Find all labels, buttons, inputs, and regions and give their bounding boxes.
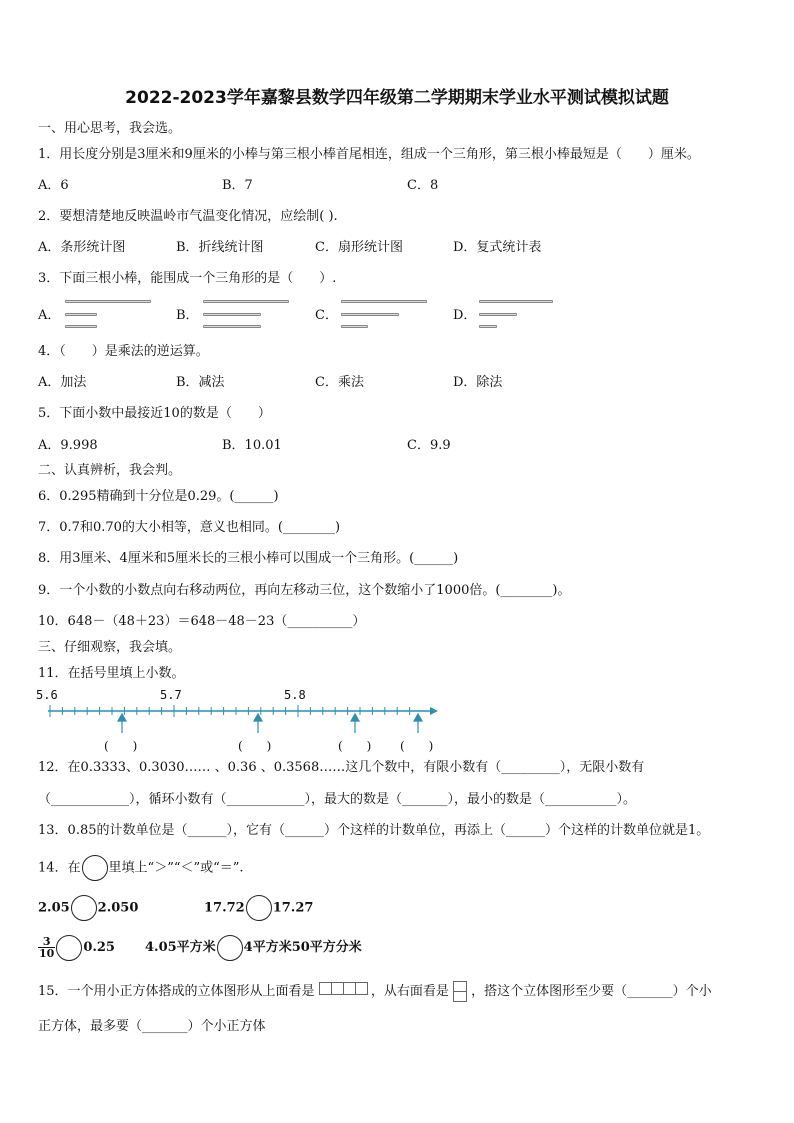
q5-option-c[interactable]: C．9.9	[407, 438, 451, 453]
q14-a-right: 2.050	[97, 900, 139, 916]
q15-part-3: ，搭这个立体图形至少要（_______）个小	[471, 984, 712, 999]
q14-a-left: 2.05	[38, 900, 70, 916]
page-title: 2022-2023学年嘉黎县数学四年级第二学期期末学业水平测试模拟试题	[125, 88, 669, 108]
number-line-blank-3[interactable]: ( )	[338, 739, 372, 753]
q3-d-stick-short	[479, 325, 497, 328]
number-line-blank-1[interactable]: ( )	[104, 739, 138, 753]
question-6: 6．0.295精确到十分位是0.29。(______)	[38, 489, 279, 504]
number-line-label-5-7: 5.7	[160, 688, 182, 702]
q3-b-stick-short	[203, 325, 261, 328]
question-12-line-1: 12．在0.3333、0.3030…… 、0.36 、0.3568……这几个数中，有限小数有（_________），无限小数有	[38, 760, 645, 775]
number-line-label-5-6: 5.6	[36, 688, 58, 702]
q14-d-left: 4.05平方米	[145, 940, 216, 955]
q3-b-stick-mid	[203, 313, 261, 316]
q2-option-d[interactable]: D．复式统计表	[453, 240, 542, 255]
question-1: 1．用长度分别是3厘米和9厘米的小棒与第三根小棒首尾相连，组成一个三角形，第三根小棒最短是（ ）厘米。	[38, 147, 700, 162]
q3-c-stick-long	[341, 300, 427, 303]
q14-example-circle	[82, 855, 108, 881]
q3-d-stick-long	[479, 300, 553, 303]
question-7: 7．0.7和0.70的大小相等，意义也相同。(________)	[38, 520, 341, 535]
q14-c-fraction: $\frac{3}{10}$	[39, 935, 55, 960]
q14-c-right: 0.25	[83, 940, 115, 955]
q4-option-c[interactable]: C．乘法	[315, 375, 364, 390]
q14-item-b	[204, 895, 313, 922]
question-15-line-2: 正方体，最多要（_______）个小正方体	[38, 1019, 266, 1034]
q14-b-right: 17.27	[272, 900, 314, 916]
q14-item-a	[38, 895, 138, 922]
q1-option-a[interactable]: A．6	[38, 178, 69, 193]
q2-option-b[interactable]: B．折线统计图	[176, 240, 264, 255]
q15-part-2: ，从右面看是	[370, 984, 449, 999]
number-line-blank-2[interactable]: ( )	[238, 739, 272, 753]
top-view-figure	[319, 982, 367, 1002]
q2-option-a[interactable]: A．条形统计图	[38, 240, 126, 255]
q14-b-left: 17.72	[204, 900, 245, 916]
q14-b-circle[interactable]	[246, 895, 272, 921]
q14-item-d	[145, 934, 362, 962]
q14-c-circle[interactable]	[56, 935, 82, 961]
number-line-blank-4[interactable]: ( )	[400, 739, 434, 753]
question-11: 11．在括号里填上小数。	[38, 666, 185, 681]
q4-option-b[interactable]: B．减法	[176, 375, 225, 390]
question-3: 3．下面三根小棒，能围成一个三角形的是（ ）.	[38, 271, 337, 286]
q14-suffix: 里填上“＞”“＜”或“＝”.	[108, 860, 244, 876]
q14-item-c	[38, 934, 115, 962]
question-10: 10．648－（48＋23）＝648－48－23（__________）	[38, 614, 366, 629]
question-9: 9．一个小数的小数点向右移动两位，再向左移动三位，这个数缩小了1000倍。(________)。	[38, 583, 571, 598]
q3-option-c[interactable]: C．	[315, 308, 338, 323]
q14-d-right: 4平方米50平方分米	[243, 940, 362, 955]
q4-option-d[interactable]: D．除法	[453, 375, 503, 390]
question-5: 5．下面小数中最接近10的数是（ ）	[38, 406, 271, 421]
q3-option-d[interactable]: D．	[453, 308, 477, 323]
question-14	[38, 855, 244, 882]
question-8: 8．用3厘米、4厘米和5厘米长的三根小棒可以围成一个三角形。(______)	[38, 551, 459, 566]
q3-c-stick-mid	[341, 313, 399, 316]
q4-option-a[interactable]: A．加法	[38, 375, 87, 390]
q3-option-b[interactable]: B．	[176, 308, 199, 323]
q3-option-a[interactable]: A．	[38, 308, 61, 323]
q3-a-stick-mid	[65, 313, 97, 316]
question-12-line-2: （____________），循环小数有（____________），最大的数是（_______），最小的数是（___________）。	[38, 792, 637, 807]
q5-option-b[interactable]: B．10.01	[222, 438, 282, 453]
right-view-figure	[453, 981, 467, 1002]
q5-option-a[interactable]: A．9.998	[38, 438, 98, 453]
question-15-line-1	[38, 981, 712, 1002]
q14-d-circle[interactable]	[217, 935, 243, 961]
number-line-label-5-8: 5.8	[284, 688, 306, 702]
section-1-heading: 一、用心思考，我会选。	[38, 121, 182, 136]
q14-a-circle[interactable]	[71, 895, 97, 921]
question-13: 13．0.85的计数单位是（______），它有（______）个这样的计数单位，再添上（______）个这样的计数单位就是1。	[38, 823, 710, 838]
q1-option-b[interactable]: B．7	[222, 178, 253, 193]
q3-c-stick-short	[341, 325, 368, 328]
q3-a-stick-long	[65, 300, 151, 303]
q2-option-c[interactable]: C．扇形统计图	[315, 240, 403, 255]
section-2-heading: 二、认真辨析，我会判。	[38, 463, 182, 478]
q3-d-stick-mid	[479, 313, 517, 316]
q3-a-stick-short	[65, 325, 97, 328]
q14-prefix: 14．在	[38, 860, 81, 876]
q3-b-stick-long	[203, 300, 289, 303]
section-3-heading: 三、仔细观察，我会填。	[38, 640, 182, 655]
q1-option-c[interactable]: C．8	[407, 178, 439, 193]
question-2: 2．要想清楚地反映温岭市气温变化情况，应绘制( ).	[38, 209, 338, 224]
question-4: 4．（ ）是乘法的逆运算。	[38, 344, 209, 359]
q15-part-1: 15．一个用小正方体搭成的立体图形从上面看是	[38, 984, 315, 999]
number-line	[40, 700, 440, 736]
